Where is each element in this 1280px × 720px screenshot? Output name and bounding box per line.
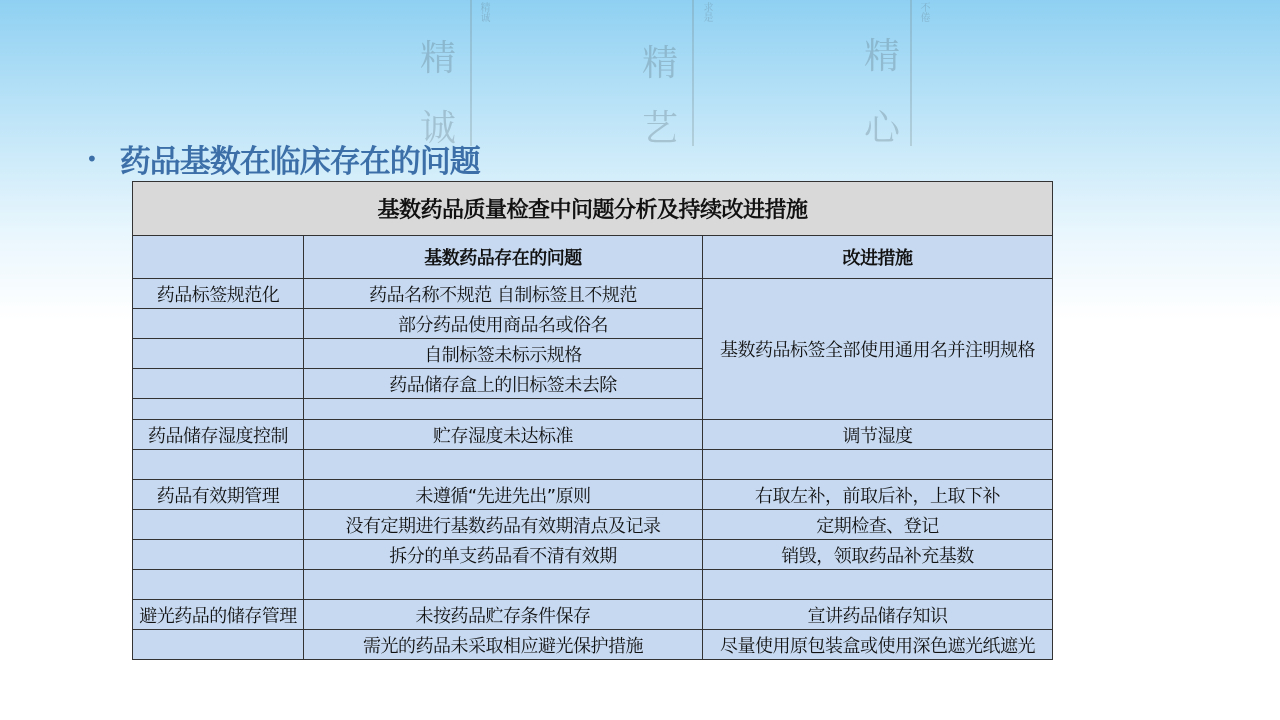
banner-char: 心 <box>864 108 901 149</box>
problem-cell: 未遵循“先进先出”原则 <box>304 480 703 510</box>
table-row <box>133 450 1053 480</box>
problem-cell: 需光的药品未采取相应避光保护措施 <box>304 630 703 660</box>
problem-cell: 药品名称不规范 自制标签且不规范 <box>304 279 703 309</box>
category-cell: 药品储存湿度控制 <box>133 420 304 450</box>
banner-char: 艺 <box>642 108 679 149</box>
category-cell: 避光药品的储存管理 <box>133 600 304 630</box>
category-cell <box>133 510 304 540</box>
measure-cell <box>703 450 1053 480</box>
heading-text: 药品基数在临床存在的问题 <box>119 144 480 180</box>
section-heading <box>86 136 480 181</box>
problem-cell: 未按药品贮存条件保存 <box>304 600 703 630</box>
measure-cell: 宣讲药品储存知识 <box>703 600 1053 630</box>
banner-divider <box>910 0 912 146</box>
problem-cell <box>304 399 703 420</box>
measure-cell: 销毁，领取药品补充基数 <box>703 540 1053 570</box>
category-cell: 药品标签规范化 <box>133 279 304 309</box>
category-cell <box>133 309 304 339</box>
header-measure: 改进措施 <box>703 236 1053 279</box>
category-cell <box>133 339 304 369</box>
measure-cell: 右取左补，前取后补，上取下补 <box>703 480 1053 510</box>
bullet-icon: • <box>86 146 98 171</box>
table-row <box>133 540 1053 570</box>
quality-table <box>132 181 1053 660</box>
banner-panel-1 <box>415 0 505 149</box>
header-category <box>133 236 304 279</box>
category-cell <box>133 570 304 600</box>
problem-cell: 部分药品使用商品名或俗名 <box>304 309 703 339</box>
category-cell <box>133 630 304 660</box>
category-cell <box>133 369 304 399</box>
table-title: 基数药品质量检查中问题分析及持续改进措施 <box>133 182 1053 236</box>
problem-cell: 贮存湿度未达标准 <box>304 420 703 450</box>
banner-panel-3 <box>862 0 952 149</box>
banner-char: 诚 <box>420 108 457 149</box>
category-cell <box>133 450 304 480</box>
problem-cell: 药品储存盒上的旧标签未去除 <box>304 369 703 399</box>
header-problem: 基数药品存在的问题 <box>304 236 703 279</box>
table-row <box>133 510 1053 540</box>
problem-cell <box>304 570 703 600</box>
table-row <box>133 570 1053 600</box>
table-row <box>133 480 1053 510</box>
table-row <box>133 630 1053 660</box>
table-row <box>133 600 1053 630</box>
problem-cell: 拆分的单支药品看不清有效期 <box>304 540 703 570</box>
measure-cell <box>703 570 1053 600</box>
problem-cell <box>304 450 703 480</box>
banner-divider <box>470 0 472 146</box>
banner-small-text: 不倦 <box>918 2 929 22</box>
banner-small-text: 求是 <box>701 2 712 22</box>
table-row <box>133 420 1053 450</box>
problem-cell: 没有定期进行基数药品有效期清点及记录 <box>304 510 703 540</box>
category-cell <box>133 399 304 420</box>
measure-cell: 基数药品标签全部使用通用名并注明规格 <box>703 279 1053 420</box>
measure-cell: 尽量使用原包装盒或使用深色遮光纸遮光 <box>703 630 1053 660</box>
category-cell: 药品有效期管理 <box>133 480 304 510</box>
problem-cell: 自制标签未标示规格 <box>304 339 703 369</box>
banner-char: 精 <box>642 43 679 84</box>
banner-char: 精 <box>420 38 457 79</box>
banner-divider <box>692 0 694 146</box>
banner-char: 精 <box>864 36 901 77</box>
banner-panel-2 <box>640 0 730 149</box>
measure-cell: 定期检查、登记 <box>703 510 1053 540</box>
table-row <box>133 279 1053 309</box>
category-cell <box>133 540 304 570</box>
banner-small-text: 精诚 <box>478 2 489 22</box>
measure-cell: 调节湿度 <box>703 420 1053 450</box>
